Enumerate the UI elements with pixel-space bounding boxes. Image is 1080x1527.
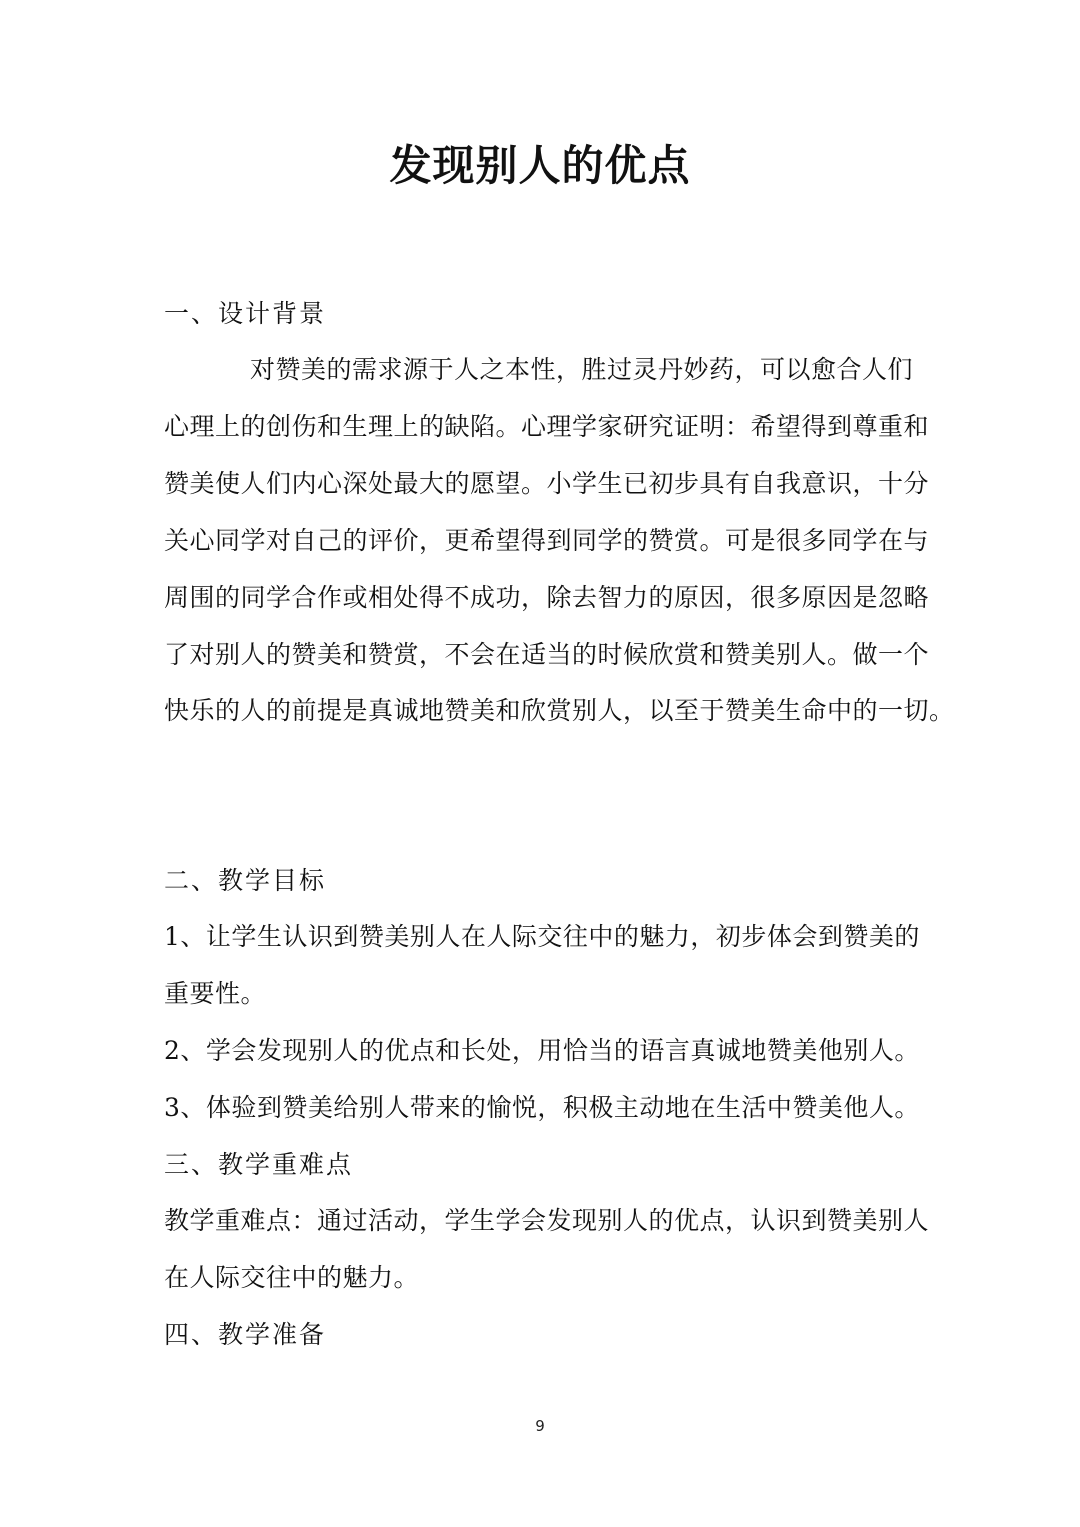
background-line-4: 关心同学对自己的评价，更希望得到同学的赞赏。可是很多同学在与 [164,526,930,555]
page-number: 9 [535,1417,545,1435]
background-line-5: 周围的同学合作或相处得不成功，除去智力的原因，很多原因是忽略 [164,583,930,612]
section-heading-preparation: 四、教学准备 [164,1320,327,1349]
section-heading-background: 一、设计背景 [164,299,327,328]
goal-line-3: 2、学会发现别人的优点和长处，用恰当的语言真诚地赞美他别人。 [164,1036,920,1065]
background-line-6: 了对别人的赞美和赞赏，不会在适当的时候欣赏和赞美别人。做一个 [164,640,930,669]
key-points-line-1: 教学重难点：通过活动，学生学会发现别人的优点，认识到赞美别人 [164,1206,930,1235]
goal-line-2: 重要性。 [164,979,267,1008]
background-line-2: 心理上的创伤和生理上的缺陷。心理学家研究证明：希望得到尊重和 [164,412,930,441]
background-line-1: 对赞美的需求源于人之本性，胜过灵丹妙药，可以愈合人们 [250,355,914,384]
document-title: 发现别人的优点 [389,141,691,190]
goal-line-4: 3、体验到赞美给别人带来的愉悦，积极主动地在生活中赞美他人。 [164,1093,920,1122]
section-heading-key-points: 三、教学重难点 [164,1150,354,1179]
goal-line-1: 1、让学生认识到赞美别人在人际交往中的魅力，初步体会到赞美的 [164,922,920,951]
section-heading-goals: 二、教学目标 [164,866,327,895]
key-points-line-2: 在人际交往中的魅力。 [164,1263,420,1292]
background-line-3: 赞美使人们内心深处最大的愿望。小学生已初步具有自我意识，十分 [164,469,930,498]
background-line-7: 快乐的人的前提是真诚地赞美和欣赏别人，以至于赞美生命中的一切。 [164,696,955,725]
